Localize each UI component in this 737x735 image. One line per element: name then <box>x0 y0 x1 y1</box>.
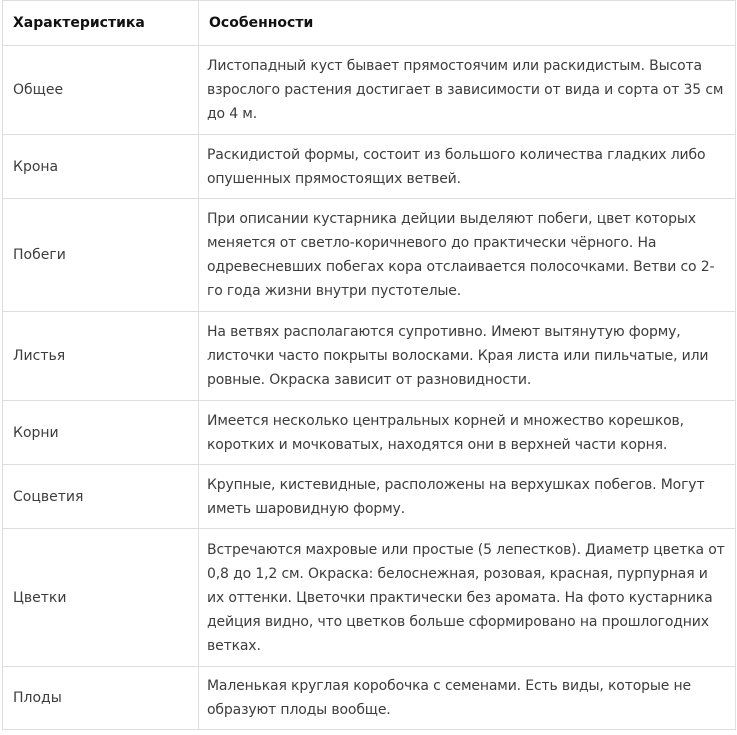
table-row <box>3 312 736 401</box>
row-description: Маленькая круглая коробочка с семенами. Есть виды, которые не образуют плоды вообще. <box>199 667 736 730</box>
row-characteristic: Соцветия <box>3 465 199 529</box>
row-characteristic: Крона <box>3 135 199 199</box>
table-header-row <box>3 1 736 46</box>
characteristics-table <box>2 0 736 730</box>
header-characteristic: Характеристика <box>3 1 199 46</box>
table-row <box>3 135 736 199</box>
table-row <box>3 401 736 465</box>
row-description: Листопадный куст бывает прямостоячим или раскидистым. Высота взрослого растения достигает в зависимости от вида и сорта от 35 см до 4 м. <box>199 46 736 135</box>
row-description: Имеется несколько центральных корней и множество корешков, коротких и мочковатых, находятся они в верхней части корня. <box>199 401 736 465</box>
row-description: Крупные, кистевидные, расположены на верхушках побегов. Могут иметь шаровидную форму. <box>199 465 736 529</box>
table-row <box>3 199 736 312</box>
row-description: Встречаются махровые или простые (5 лепестков). Диаметр цветка от 0,8 до 1,2 см. Окраска: белоснежная, розовая, красная, пурпурная и их оттенки. Цветочки практически без аромата. На фото кустарника дейция видно, что цветков больше сформировано на прошлогодних ветках. <box>199 529 736 667</box>
table-row <box>3 46 736 135</box>
row-characteristic: Цветки <box>3 529 199 667</box>
table-row <box>3 465 736 529</box>
row-characteristic: Общее <box>3 46 199 135</box>
row-characteristic: Листья <box>3 312 199 401</box>
row-characteristic: Побеги <box>3 199 199 312</box>
row-characteristic: Плоды <box>3 667 199 730</box>
table-row <box>3 529 736 667</box>
row-description: На ветвях располагаются супротивно. Имеют вытянутую форму, листочки часто покрыты волосками. Края листа или пильчатые, или ровные. Окраска зависит от разновидности. <box>199 312 736 401</box>
table-row <box>3 667 736 730</box>
row-characteristic: Корни <box>3 401 199 465</box>
row-description: Раскидистой формы, состоит из большого количества гладких либо опушенных прямостоящих ветвей. <box>199 135 736 199</box>
row-description: При описании кустарника дейции выделяют побеги, цвет которых меняется от светло-коричневого до практически чёрного. На одревесневших побегах кора отслаивается полосочками. Ветви со 2-го года жизни внутри пустотелые. <box>199 199 736 312</box>
header-features: Особенности <box>199 1 736 46</box>
